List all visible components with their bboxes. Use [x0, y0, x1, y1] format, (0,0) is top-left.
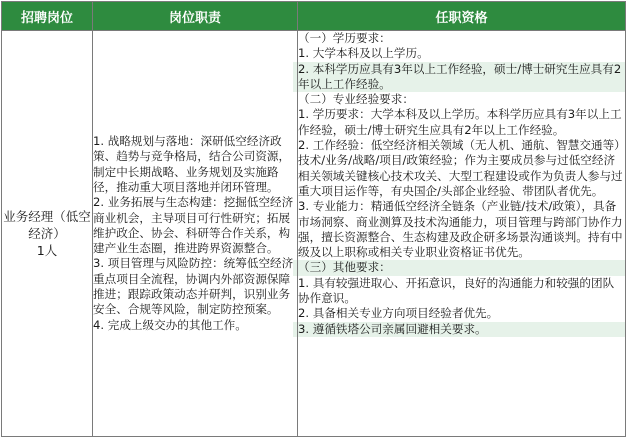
duty-item: 4. 完成上级交办的其他工作。 — [93, 317, 247, 332]
job-table — [1, 1, 626, 437]
qual-item: 3. 遵循铁塔公司亲属回避相关要求。 — [293, 322, 626, 337]
qual-item: 1. 大学本科及以上学历。 — [298, 46, 429, 61]
qual-section-title: （二）专业经验要求： — [298, 92, 414, 107]
duty-item: 3. 项目管理与风险防控：统筹低空经济重点项目全流程，协调内外部资源保障推进；跟踪政策动态并研判，识别业务安全、合规等风险，制定防控预案。 — [93, 256, 294, 317]
position-name: 业务经理（低空经济） — [3, 209, 91, 241]
qual-item: 1. 具有较强进取心、开拓意识，良好的沟通能力和较强的团队协作意识。 — [298, 275, 615, 306]
duties-cell — [93, 31, 298, 437]
qual-item: 2. 工作经验：低空经济相关领域（无人机、通航、智慧交通等）技术/业务/战略/项目/政策经验；作为主要成员参与过低空经济相关领域关键核心技术攻关、大型工程建设或作为负责人参与过重大项目运作等，有央国企/头部企业经验、带团队者优先。 — [298, 138, 623, 198]
job-row — [2, 31, 626, 437]
qual-section-title: （一）学历要求： — [298, 31, 391, 45]
duty-item: 2. 业务拓展与生态构建：挖掘低空经济商业机会，主导项目可行性研究；拓展维护政企、协会、科研等合作关系，构建产业生态圈，推进跨界资源整合。 — [93, 195, 294, 256]
qual-item: 2. 具备相关专业方向项目经验者优先。 — [298, 306, 499, 321]
qual-section-title: （三）其他要求： — [293, 260, 626, 275]
header-row — [2, 2, 626, 31]
qual-item: 1. 学历要求：大学本科及以上学历。本科学历应具有3年以上工作经验，硕士/博士研究生应具有2年以上工作经验。 — [298, 107, 622, 137]
header-duties: 岗位职责 — [93, 2, 298, 31]
qual-item: 3. 专业能力：精通低空经济全链条（产业链/技术/政策），具备市场洞察、商业测算及技术沟通能力，项目管理与跨部门协作力强，擅长资源整合、生态构建及政企研多场景沟通谈判。持有中级及以上职称或相关专业职业资格证书优先。 — [298, 199, 623, 260]
position-count: 1人 — [36, 243, 58, 258]
header-position: 招聘岗位 — [2, 2, 93, 31]
qual-item: 2. 本科学历应具有3年以上工作经验，硕士/博士研究生应具有2年以上工作经验。 — [293, 62, 626, 93]
header-qualifications: 任职资格 — [298, 2, 626, 31]
position-cell — [2, 31, 93, 437]
qualifications-cell — [298, 31, 626, 437]
duty-item: 1. 战略规划与落地：深研低空经济政策、趋势与竞争格局，结合公司资源，制定中长期战略、业务规划及实施路径，推动重大项目落地并闭环管理。 — [93, 134, 291, 194]
